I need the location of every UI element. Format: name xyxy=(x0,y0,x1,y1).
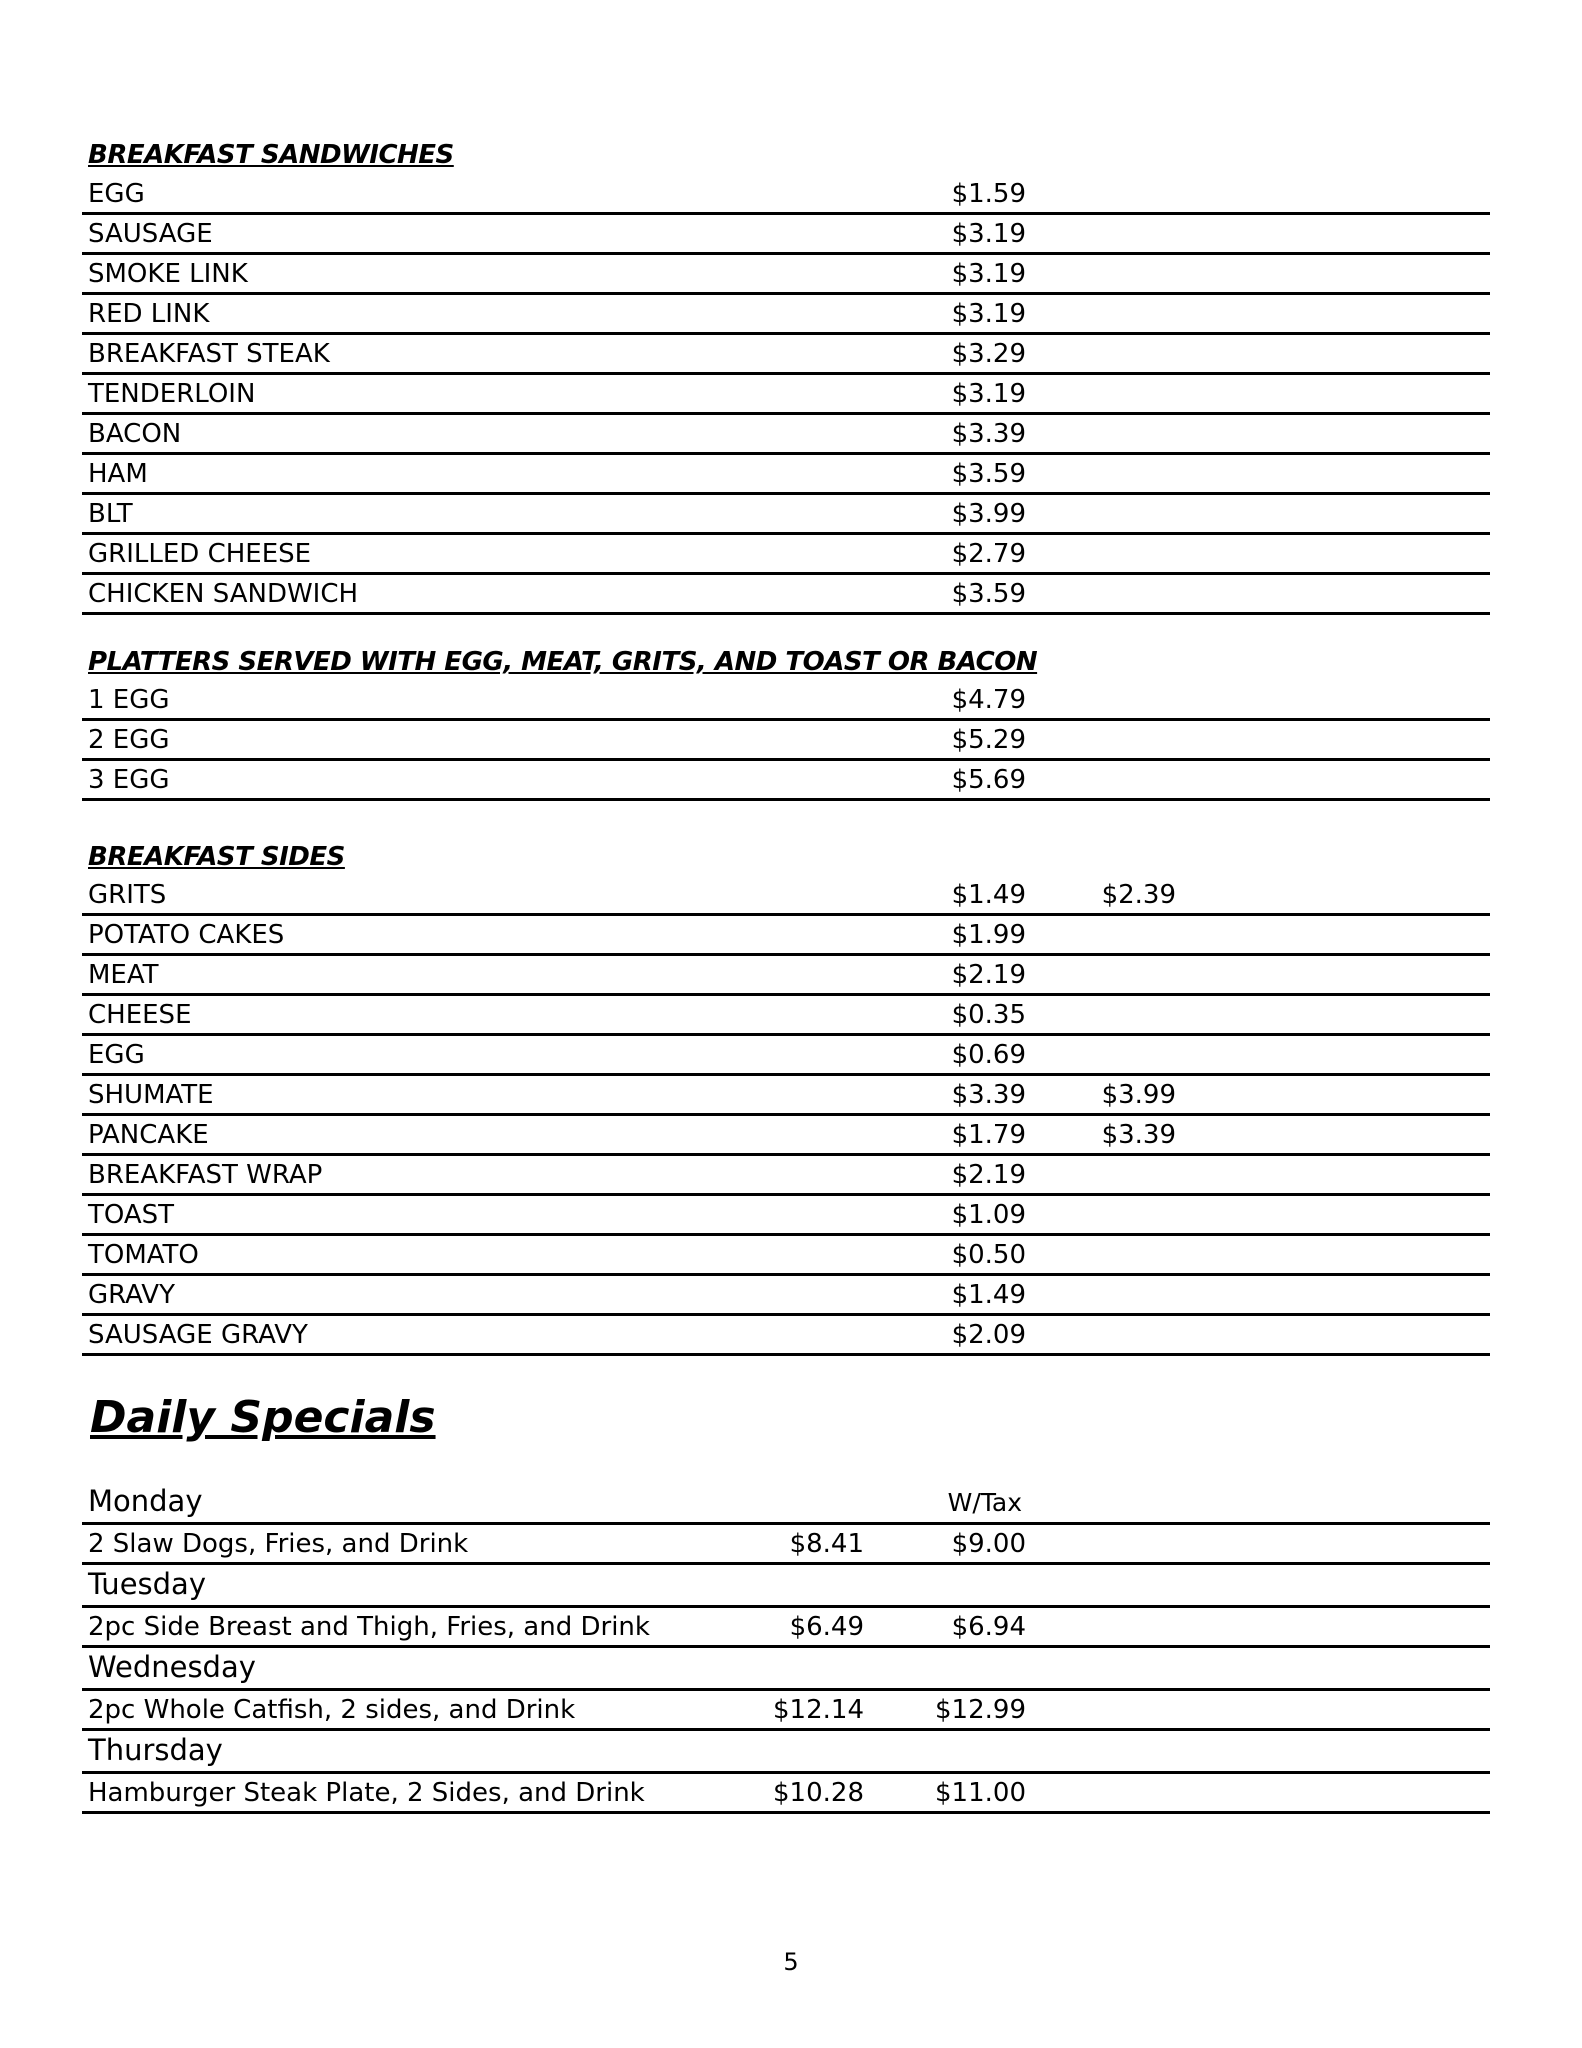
menu-row xyxy=(82,996,1490,1036)
item-name: POTATO CAKES xyxy=(88,920,285,950)
menu-row xyxy=(82,1196,1490,1236)
menu-row xyxy=(82,535,1490,575)
menu-row xyxy=(82,761,1490,801)
section-title-platters: PLATTERS SERVED WITH EGG, MEAT, GRITS, AND TOAST OR BACON xyxy=(88,647,1038,677)
item-price: $3.39 xyxy=(951,1080,1026,1110)
special-item-row xyxy=(82,1525,1490,1565)
item-price: $0.35 xyxy=(951,1000,1026,1030)
menu-row xyxy=(82,495,1490,535)
item-price: $3.39 xyxy=(951,419,1026,449)
item-name: EGG xyxy=(88,179,145,209)
item-name: 1 EGG xyxy=(88,685,170,715)
item-name: BACON xyxy=(88,419,182,449)
menu-row xyxy=(82,956,1490,996)
menu-row xyxy=(82,721,1490,761)
item-price-large: $2.39 xyxy=(1101,880,1176,910)
item-name: SAUSAGE xyxy=(88,219,213,249)
item-price: $4.79 xyxy=(951,685,1026,715)
special-day: Tuesday xyxy=(88,1567,206,1601)
item-name: CHICKEN SANDWICH xyxy=(88,579,359,609)
item-name: TENDERLOIN xyxy=(88,379,256,409)
item-name: 3 EGG xyxy=(88,765,170,795)
menu-row xyxy=(82,916,1490,956)
item-name: MEAT xyxy=(88,960,159,990)
item-name: GRITS xyxy=(88,880,167,910)
special-day-row xyxy=(82,1565,1490,1608)
special-price: $12.14 xyxy=(773,1695,864,1725)
item-price: $2.19 xyxy=(951,960,1026,990)
item-price: $0.69 xyxy=(951,1040,1026,1070)
menu-row xyxy=(82,1156,1490,1196)
item-price: $0.50 xyxy=(951,1240,1026,1270)
item-name: PANCAKE xyxy=(88,1120,209,1150)
special-day-row xyxy=(82,1731,1490,1774)
menu-row xyxy=(82,295,1490,335)
item-price: $3.59 xyxy=(951,459,1026,489)
menu-row xyxy=(82,1236,1490,1276)
item-price: $1.49 xyxy=(951,880,1026,910)
menu-row xyxy=(82,175,1490,215)
item-name: GRILLED CHEESE xyxy=(88,539,312,569)
item-price: $3.99 xyxy=(951,499,1026,529)
item-name: SMOKE LINK xyxy=(88,259,248,289)
item-price: $3.29 xyxy=(951,339,1026,369)
special-price-wtax: $11.00 xyxy=(935,1778,1026,1808)
item-price: $3.19 xyxy=(951,219,1026,249)
item-price: $3.19 xyxy=(951,379,1026,409)
special-item: Hamburger Steak Plate, 2 Sides, and Drink xyxy=(88,1778,645,1808)
item-price: $1.59 xyxy=(951,179,1026,209)
section-title-breakfast-sandwiches: BREAKFAST SANDWICHES xyxy=(88,140,454,170)
menu-row xyxy=(82,415,1490,455)
item-price: $2.09 xyxy=(951,1320,1026,1350)
special-price: $10.28 xyxy=(773,1778,864,1808)
daily-specials-title: Daily Specials xyxy=(90,1392,436,1443)
special-price: $6.49 xyxy=(789,1612,864,1642)
daily-specials-table xyxy=(82,1478,1490,1814)
special-item: 2pc Side Breast and Thigh, Fries, and Drink xyxy=(88,1612,650,1642)
special-price-wtax: $9.00 xyxy=(951,1529,1026,1559)
special-item: 2pc Whole Catfish, 2 sides, and Drink xyxy=(88,1695,576,1725)
wtax-header: W/Tax xyxy=(947,1488,1022,1517)
item-price-large: $3.39 xyxy=(1101,1120,1176,1150)
item-price-large: $3.99 xyxy=(1101,1080,1176,1110)
menu-row xyxy=(82,335,1490,375)
item-price: $5.29 xyxy=(951,725,1026,755)
item-name: RED LINK xyxy=(88,299,210,329)
menu-row xyxy=(82,876,1490,916)
special-day: Thursday xyxy=(88,1733,223,1767)
breakfast-sides-table xyxy=(82,876,1490,1356)
item-price: $1.49 xyxy=(951,1280,1026,1310)
special-day-row xyxy=(82,1478,1490,1525)
item-price: $1.99 xyxy=(951,920,1026,950)
item-name: CHEESE xyxy=(88,1000,192,1030)
item-name: SAUSAGE GRAVY xyxy=(88,1320,308,1350)
item-name: 2 EGG xyxy=(88,725,170,755)
special-day: Monday xyxy=(88,1484,203,1518)
item-price: $3.59 xyxy=(951,579,1026,609)
item-name: SHUMATE xyxy=(88,1080,214,1110)
platters-table xyxy=(82,681,1490,801)
item-price: $1.09 xyxy=(951,1200,1026,1230)
special-item-row xyxy=(82,1608,1490,1648)
item-name: TOAST xyxy=(88,1200,175,1230)
item-name: TOMATO xyxy=(88,1240,199,1270)
item-name: BREAKFAST STEAK xyxy=(88,339,330,369)
item-name: HAM xyxy=(88,459,148,489)
item-price: $3.19 xyxy=(951,299,1026,329)
menu-row xyxy=(82,215,1490,255)
menu-row xyxy=(82,255,1490,295)
page-number: 5 xyxy=(783,1948,799,1976)
section-title-breakfast-sides: BREAKFAST SIDES xyxy=(88,842,345,872)
item-price: $3.19 xyxy=(951,259,1026,289)
special-price-wtax: $12.99 xyxy=(935,1695,1026,1725)
special-item: 2 Slaw Dogs, Fries, and Drink xyxy=(88,1529,469,1559)
menu-row xyxy=(82,1316,1490,1356)
item-price: $5.69 xyxy=(951,765,1026,795)
menu-row xyxy=(82,455,1490,495)
special-day: Wednesday xyxy=(88,1650,256,1684)
menu-row xyxy=(82,1036,1490,1076)
item-price: $1.79 xyxy=(951,1120,1026,1150)
item-price: $2.19 xyxy=(951,1160,1026,1190)
breakfast-sandwiches-table xyxy=(82,175,1490,615)
item-name: BREAKFAST WRAP xyxy=(88,1160,323,1190)
menu-row xyxy=(82,375,1490,415)
menu-row xyxy=(82,1076,1490,1116)
menu-row xyxy=(82,1116,1490,1156)
item-name: EGG xyxy=(88,1040,145,1070)
special-item-row xyxy=(82,1774,1490,1814)
menu-row xyxy=(82,575,1490,615)
menu-row xyxy=(82,681,1490,721)
special-item-row xyxy=(82,1691,1490,1731)
special-price-wtax: $6.94 xyxy=(951,1612,1026,1642)
item-price: $2.79 xyxy=(951,539,1026,569)
special-price: $8.41 xyxy=(789,1529,864,1559)
item-name: BLT xyxy=(88,499,133,529)
special-day-row xyxy=(82,1648,1490,1691)
menu-row xyxy=(82,1276,1490,1316)
item-name: GRAVY xyxy=(88,1280,175,1310)
